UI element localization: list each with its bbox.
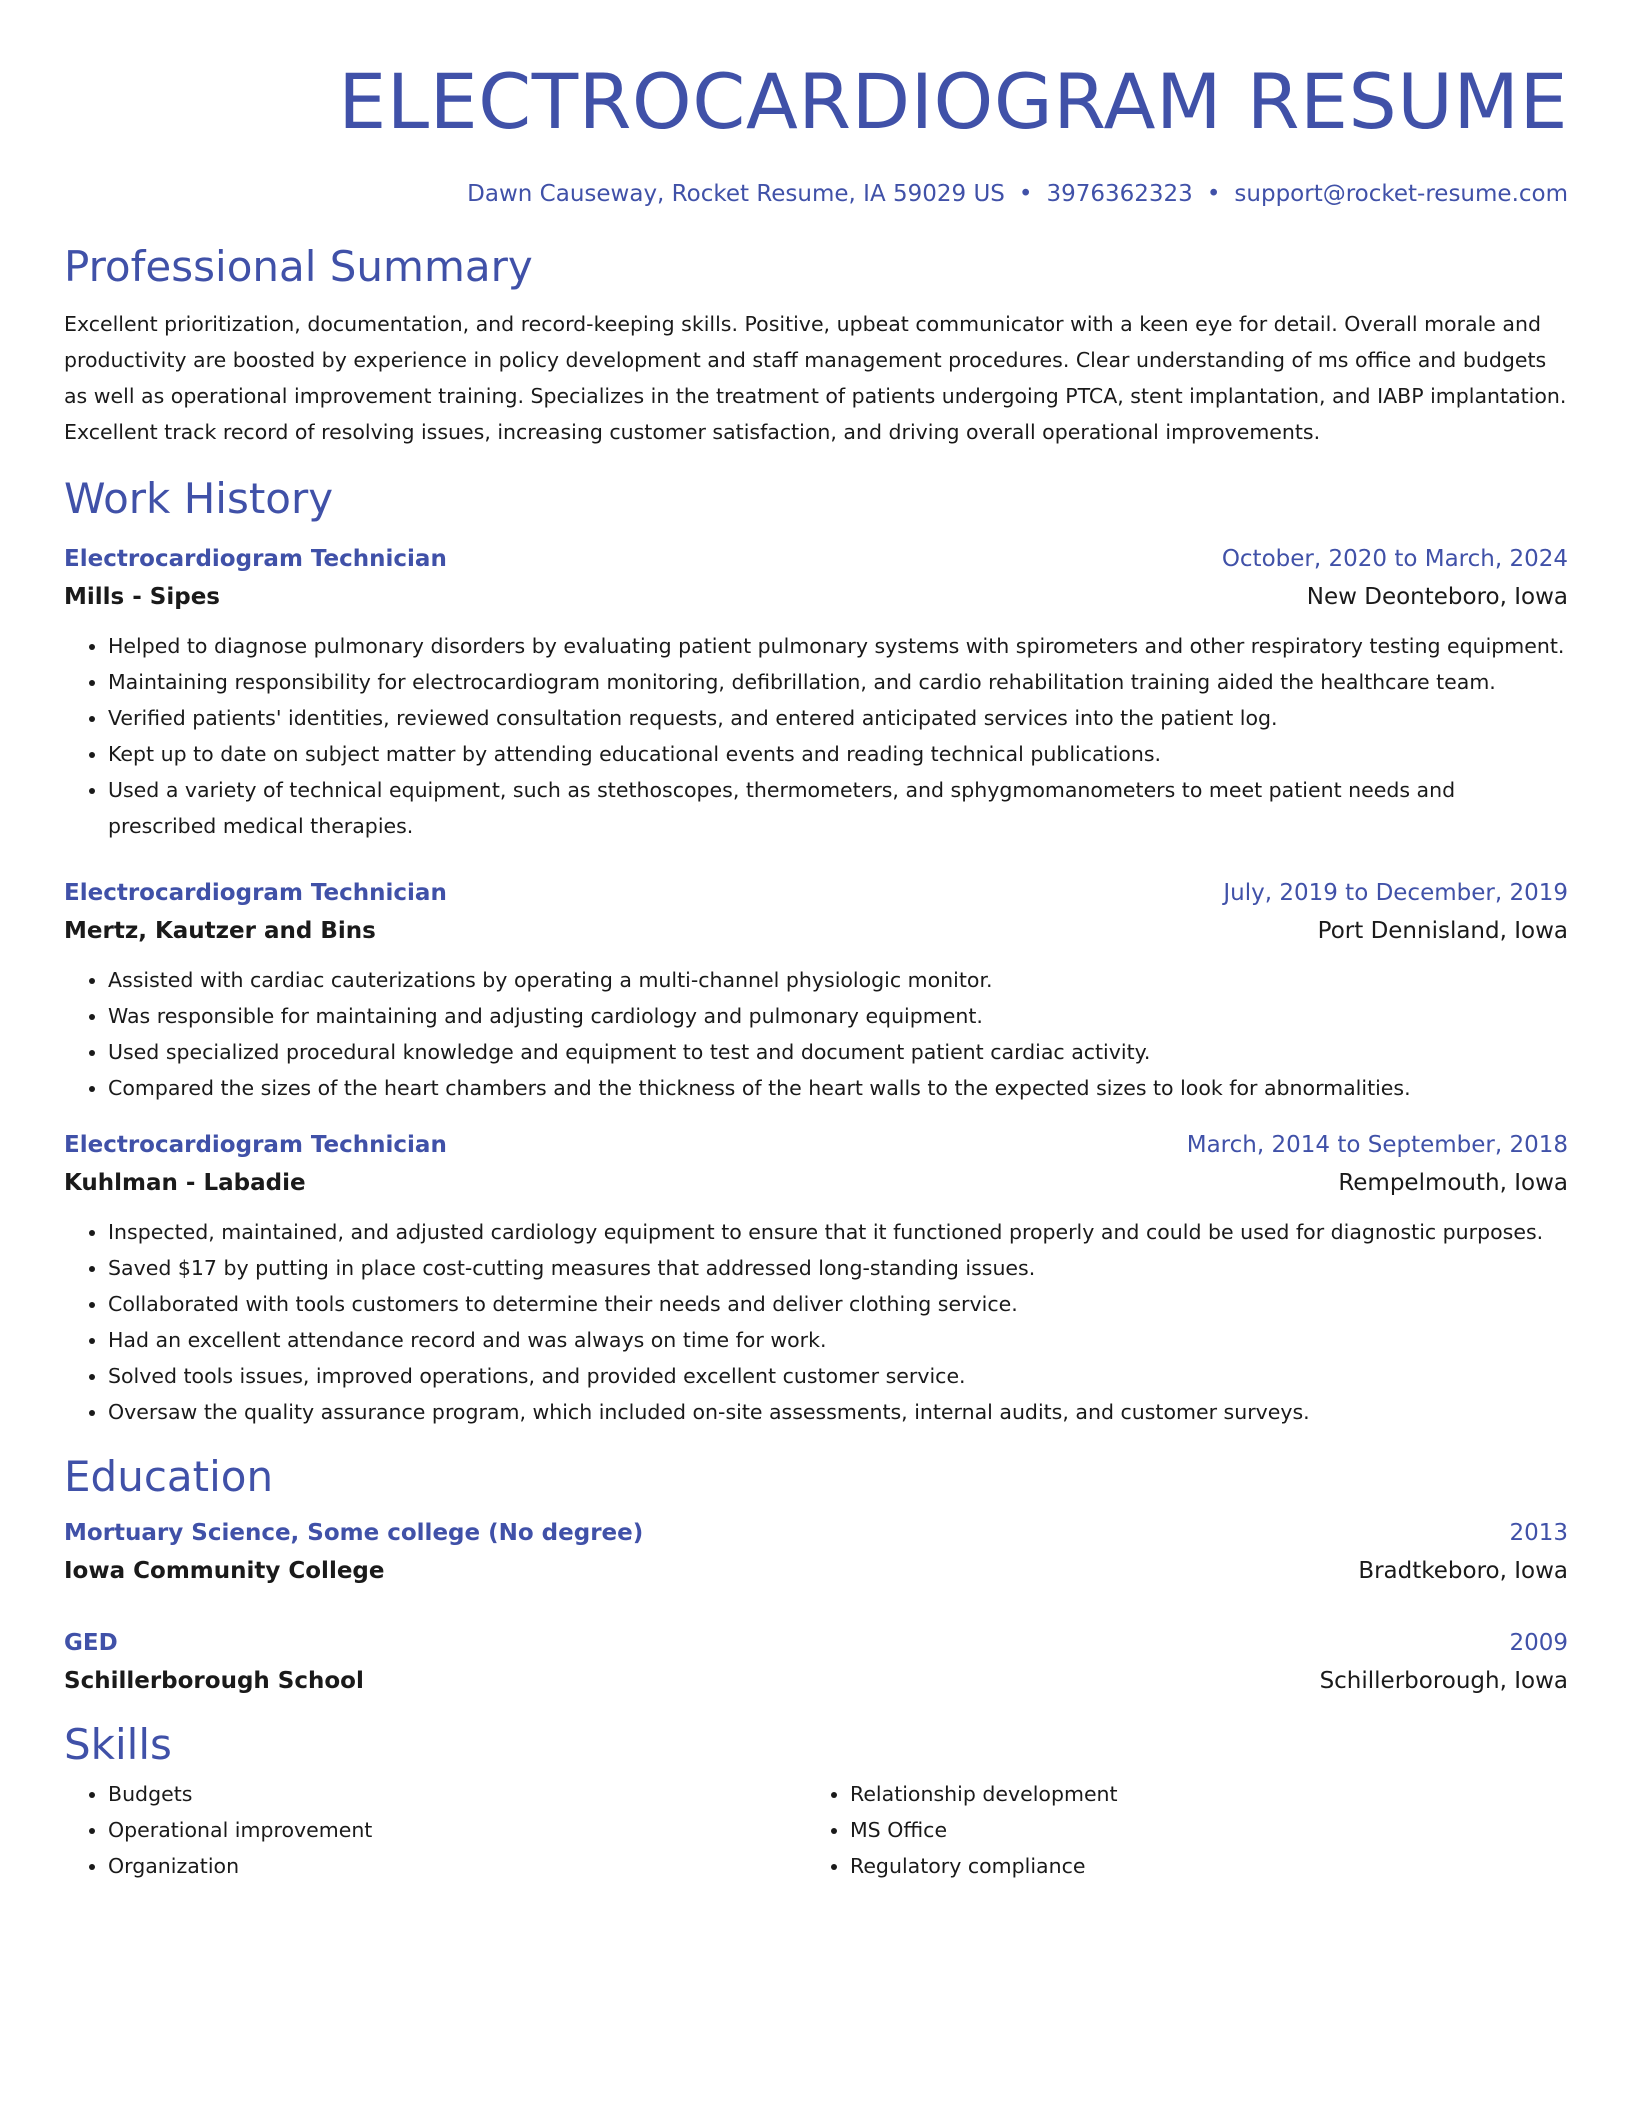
job-dates: July, 2019 to December, 2019 <box>1223 880 1568 906</box>
job-company: Kuhlman - Labadie <box>64 1170 306 1196</box>
education-location: Schillerborough, Iowa <box>1319 1668 1568 1694</box>
list-item: • Organization <box>108 1848 806 1884</box>
education-year: 2009 <box>1509 1630 1568 1656</box>
education-entry <box>64 1514 1568 1590</box>
job-company: Mills - Sipes <box>64 584 220 610</box>
skills-list-right <box>806 1776 1548 1884</box>
job-header-row <box>64 540 1568 578</box>
contact-separator: • <box>1018 181 1033 207</box>
list-item: • Relationship development <box>850 1776 1548 1812</box>
education-degree: Mortuary Science, Some college (No degree) <box>64 1520 644 1546</box>
list-item: • Used a variety of technical equipment, such as stethoscopes, thermometers, and sphygmomanometers to meet patient needs and prescribed medical therapies. <box>108 772 1568 844</box>
education-degree: GED <box>64 1630 118 1656</box>
job-location: Rempelmouth, Iowa <box>1338 1170 1568 1196</box>
work-history-heading: Work History <box>64 474 334 523</box>
job-bullets <box>64 628 1568 844</box>
list-item: • Regulatory compliance <box>850 1848 1548 1884</box>
resume-name: ELECTROCARDIOGRAM RESUME <box>338 57 1568 146</box>
job-role: Electrocardiogram Technician <box>64 546 447 572</box>
job-dates: March, 2014 to September, 2018 <box>1186 1132 1568 1158</box>
job-company-row <box>64 1164 1568 1202</box>
education-heading: Education <box>64 1452 274 1501</box>
list-item: • Verified patients' identities, reviewed consultation requests, and entered anticipated services into the patient log. <box>108 700 1568 736</box>
contact-line <box>64 178 1568 210</box>
list-item: • Solved tools issues, improved operations, and provided excellent customer service. <box>108 1358 1568 1394</box>
job-location: New Deonteboro, Iowa <box>1306 584 1568 610</box>
skills-heading: Skills <box>64 1720 172 1769</box>
job-role: Electrocardiogram Technician <box>64 880 447 906</box>
summary-heading: Professional Summary <box>64 242 533 291</box>
job-entry <box>64 540 1568 844</box>
list-item: • Saved $17 by putting in place cost-cutting measures that addressed long-standing issues. <box>108 1250 1568 1286</box>
list-item: • Used specialized procedural knowledge and equipment to test and document patient cardiac activity. <box>108 1034 1568 1070</box>
job-role: Electrocardiogram Technician <box>64 1132 447 1158</box>
contact-separator: • <box>1206 181 1221 207</box>
list-item: • Helped to diagnose pulmonary disorders by evaluating patient pulmonary systems with spirometers and other respiratory testing equipment. <box>108 628 1568 664</box>
job-header-row <box>64 874 1568 912</box>
list-item: • Collaborated with tools customers to determine their needs and deliver clothing service. <box>108 1286 1568 1322</box>
resume-page <box>64 0 1568 1884</box>
education-header-row <box>64 1514 1568 1552</box>
contact-email: support@rocket-resume.com <box>1234 181 1568 207</box>
list-item: • Kept up to date on subject matter by attending educational events and reading technical publications. <box>108 736 1568 772</box>
skills-list-left <box>64 1776 806 1884</box>
job-bullets <box>64 1214 1568 1430</box>
list-item: • Operational improvement <box>108 1812 806 1848</box>
job-company: Mertz, Kautzer and Bins <box>64 918 376 944</box>
job-entry <box>64 874 1568 1106</box>
list-item: • Had an excellent attendance record and was always on time for work. <box>108 1322 1568 1358</box>
education-header-row <box>64 1624 1568 1662</box>
summary-text: Excellent prioritization, documentation, and record-keeping skills. Positive, upbeat communicator with a keen eye for detail. Overall morale and productivity are boosted by experience in policy development and staff management procedures. Clear understanding of ms office and budgets as well as operational improvement training. Specializes in the treatment of patients undergoing PTCA, stent implantation, and IABP implantation. Excellent track record of resolving issues, increasing customer satisfaction, and driving overall operational improvements. <box>64 312 1567 444</box>
job-header-row <box>64 1126 1568 1164</box>
job-company-row <box>64 578 1568 616</box>
contact-address: Dawn Causeway, Rocket Resume, IA 59029 US <box>467 181 1005 207</box>
education-year: 2013 <box>1509 1520 1568 1546</box>
list-item: • MS Office <box>850 1812 1548 1848</box>
list-item: • Was responsible for maintaining and adjusting cardiology and pulmonary equipment. <box>108 998 1568 1034</box>
education-school-row <box>64 1662 1568 1700</box>
list-item: • Compared the sizes of the heart chambers and the thickness of the heart walls to the expected sizes to look for abnormalities. <box>108 1070 1568 1106</box>
skills-columns <box>64 1776 1568 1884</box>
job-entry <box>64 1126 1568 1430</box>
list-item: • Assisted with cardiac cauterizations by operating a multi-channel physiologic monitor. <box>108 962 1568 998</box>
job-bullets <box>64 962 1568 1106</box>
job-dates: October, 2020 to March, 2024 <box>1221 546 1568 572</box>
job-location: Port Dennisland, Iowa <box>1317 918 1568 944</box>
contact-phone: 3976362323 <box>1046 181 1193 207</box>
list-item: • Budgets <box>108 1776 806 1812</box>
list-item: • Inspected, maintained, and adjusted cardiology equipment to ensure that it functioned properly and could be used for diagnostic purposes. <box>108 1214 1568 1250</box>
list-item: • Oversaw the quality assurance program, which included on-site assessments, internal audits, and customer surveys. <box>108 1394 1568 1430</box>
education-school: Schillerborough School <box>64 1668 364 1694</box>
education-school-row <box>64 1552 1568 1590</box>
list-item: • Maintaining responsibility for electrocardiogram monitoring, defibrillation, and cardio rehabilitation training aided the healthcare team. <box>108 664 1568 700</box>
education-entry <box>64 1624 1568 1700</box>
education-location: Bradtkeboro, Iowa <box>1358 1558 1568 1584</box>
education-school: Iowa Community College <box>64 1558 385 1584</box>
job-company-row <box>64 912 1568 950</box>
